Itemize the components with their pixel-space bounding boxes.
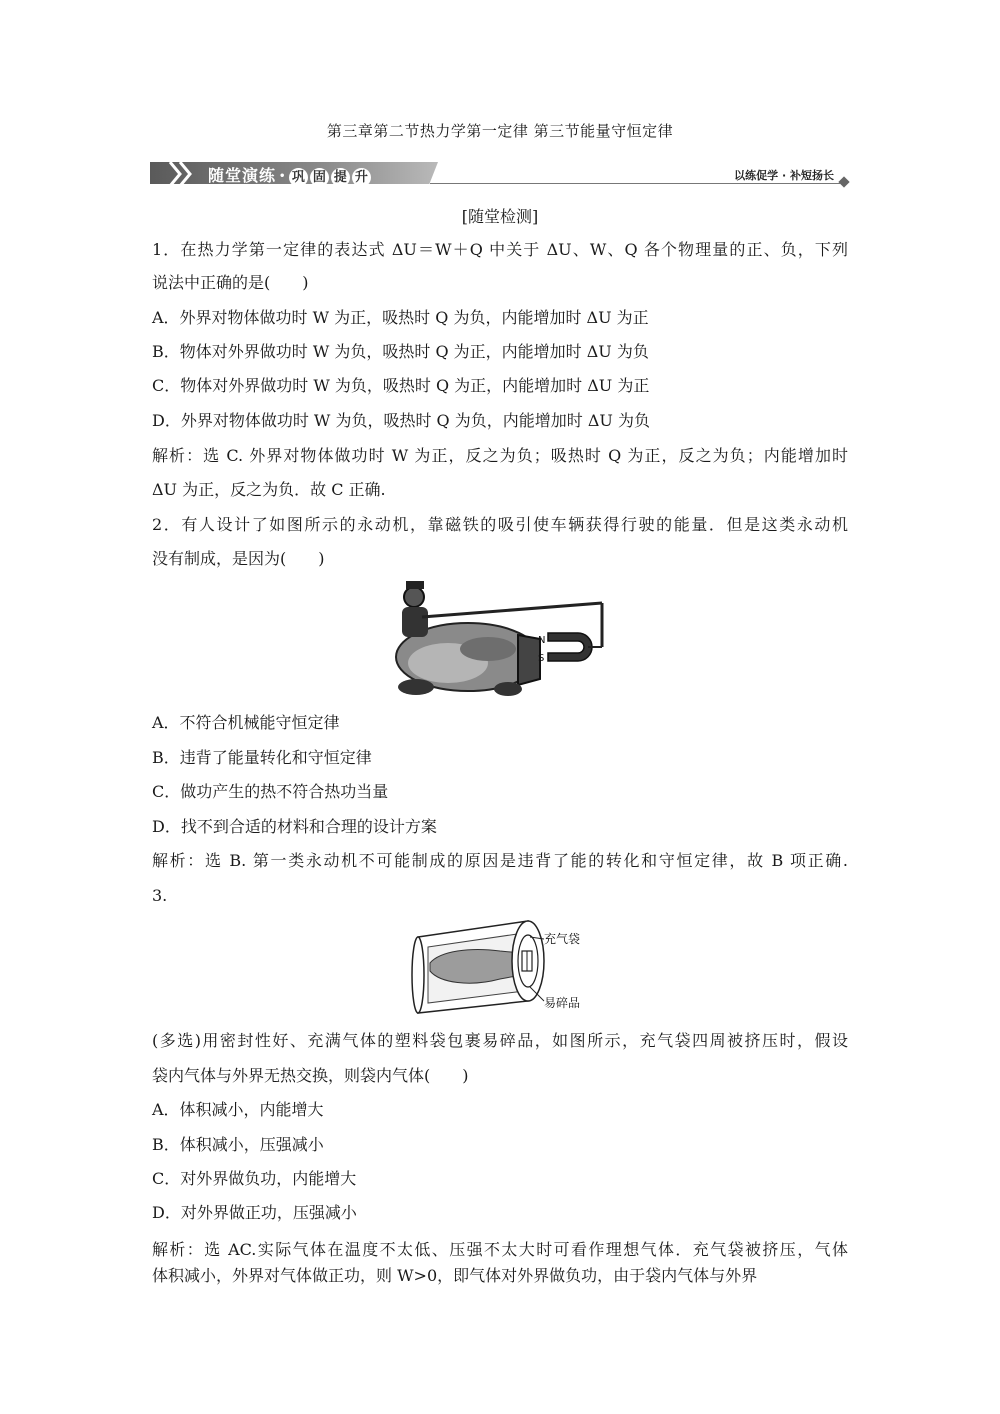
q2-stem-cont: 没有制成，是因为( ): [152, 549, 325, 568]
perpetual-motion-figure: [388, 577, 612, 699]
q3-option-b: B．体积减小，压强减小: [152, 1135, 324, 1154]
section-label: [随堂检测]: [461, 207, 539, 226]
banner-pill: 升: [352, 168, 371, 187]
banner-pill: 巩: [289, 168, 308, 187]
q1-option-b: B．物体对外界做功时 W 为负，吸热时 Q 为正，内能增加时 ΔU 为负: [152, 342, 649, 361]
q3-stem-cont: 袋内气体与外界无热交换，则袋内气体( ): [152, 1066, 469, 1085]
magnet-n-label: N: [538, 635, 546, 646]
q1-analysis: 解析：选 C. 外界对物体做功时 W 为正，反之为负；吸热时 Q 为正，反之为负；内能增加时: [152, 446, 848, 465]
banner-pill: 提: [331, 168, 350, 187]
q1-stem-cont: 说法中正确的是( ): [152, 273, 309, 292]
q3-analysis: 解析：选 AC.实际气体在温度不太低、压强不太大时可看作理想气体．充气袋被挤压，气体: [152, 1240, 848, 1259]
q1-option-d: D．外界对物体做功时 W 为负，吸热时 Q 为负，内能增加时 ΔU 为负: [152, 411, 650, 430]
q3-number: 3.: [152, 886, 168, 905]
banner-rule: [430, 183, 840, 184]
magnet-s-label: S: [538, 653, 545, 664]
q2-option-c: C．做功产生的热不符合热功当量: [152, 782, 389, 801]
q2-option-d: D．找不到合适的材料和合理的设计方案: [152, 817, 437, 836]
section-banner: [150, 158, 850, 190]
banner-dot: •: [279, 171, 287, 182]
page-title: 第三章第二节热力学第一定律 第三节能量守恒定律: [326, 122, 674, 140]
q3-analysis-cont: 体积减小，外界对气体做正功，则 W>0，即气体对外界做负功，由于袋内气体与外界: [152, 1266, 758, 1285]
q3-option-c: C．对外界做负功，内能增大: [152, 1169, 357, 1188]
q2-analysis: 解析：选 B. 第一类永动机不可能制成的原因是违背了能的转化和守恒定律，故 B 项正确.: [152, 851, 848, 870]
banner-slogan: 以练促学 · 补短扬长: [734, 169, 834, 182]
q1-stem: 1．在热力学第一定律的表达式 ΔU＝W＋Q 中关于 ΔU、W、Q 各个物理量的正、负，下列: [152, 240, 848, 259]
q1-analysis-cont: ΔU 为正，反之为负．故 C 正确.: [152, 480, 386, 499]
q3-option-d: D．对外界做正功，压强减小: [152, 1203, 357, 1222]
diamond-icon: [838, 176, 849, 187]
banner-main-text: 随堂演练: [208, 166, 277, 185]
q1-option-a: A．外界对物体做功时 W 为正，吸热时 Q 为负，内能增加时 ΔU 为正: [152, 308, 649, 327]
q3-option-a: A．体积减小，内能增大: [152, 1100, 324, 1119]
airbag-label: 充气袋: [544, 932, 581, 946]
q1-option-c: C．物体对外界做功时 W 为负，吸热时 Q 为正，内能增加时 ΔU 为正: [152, 376, 650, 395]
banner-title: [208, 163, 373, 187]
banner-pill: 固: [310, 168, 329, 187]
air-bag-figure: [410, 917, 590, 1017]
q2-option-a: A．不符合机械能守恒定律: [152, 713, 340, 732]
q2-stem: 2．有人设计了如图所示的永动机，靠磁铁的吸引使车辆获得行驶的能量．但是这类永动机: [152, 515, 848, 534]
fragile-label: 易碎品: [544, 996, 581, 1010]
double-chevron-icon: [166, 160, 202, 188]
q3-stem: (多选)用密封性好、充满气体的塑料袋包裹易碎品，如图所示，充气袋四周被挤压时，假设: [152, 1031, 848, 1050]
q2-option-b: B．违背了能量转化和守恒定律: [152, 748, 372, 767]
